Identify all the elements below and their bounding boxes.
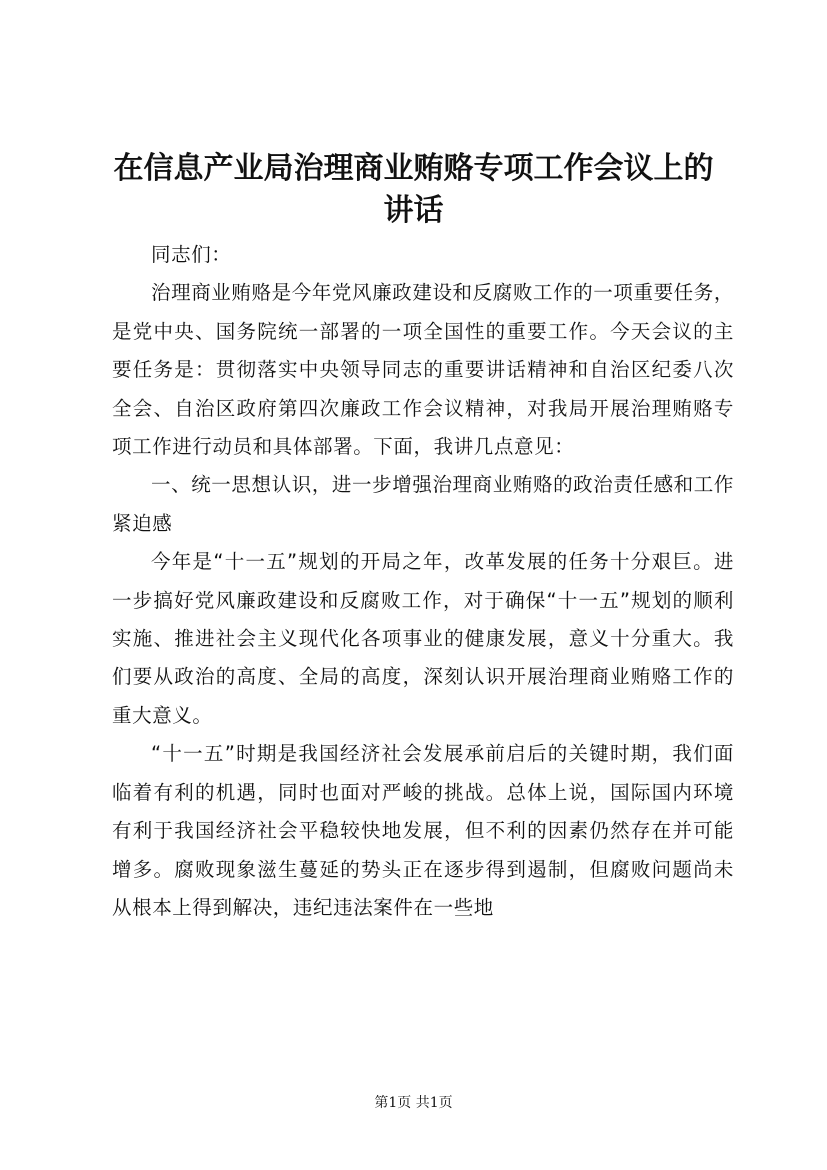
paragraph-key-period: “十一五”时期是我国经济社会发展承前启后的关键时期，我们面临着有利的机遇，同时也面对严峻的挑战。总体上说，国际国内环境有利于我国经济社会平稳较快地发展，但不利的因素仍然存在并可能增多。腐败现象滋生蔓延的势头正在逐步得到遏制，但腐败问题尚未从根本上得到解决，违纪违法案件在一些地 bbox=[112, 742, 734, 919]
document-title-line1: 在信息产业局治理商业贿赂专项工作会议上的 bbox=[113, 151, 714, 186]
document-title-line2: 讲话 bbox=[383, 193, 444, 228]
document-body bbox=[112, 236, 734, 927]
paragraph-intro: 治理商业贿赂是今年党风廉政建设和反腐败工作的一项重要任务，是党中央、国务院统一部署的一项全国性的重要工作。今天会议的主要任务是：贯彻落实中央领导同志的重要讲话精神和自治区纪委八次全会、自治区政府第四次廉政工作会议精神，对我局开展治理贿赂专项工作进行动员和具体部署。下面，我讲几点意见： bbox=[112, 281, 734, 459]
page-footer: 第1页 共1页 bbox=[374, 1095, 453, 1111]
section-heading-1: 一、统一思想认识，进一步增强治理商业贿赂的政治责任感和工作紧迫感 bbox=[112, 473, 734, 535]
salutation: 同志们： bbox=[151, 243, 232, 266]
paragraph-five-year-plan: 今年是“十一五”规划的开局之年，改革发展的任务十分艰巨。进一步搞好党风廉政建设和反腐败工作，对于确保“十一五”规划的顺利实施、推进社会主义现代化各项事业的健康发展，意义十分重大。我们要从政治的高度、全局的高度，深刻认识开展治理商业贿赂工作的重大意义。 bbox=[112, 550, 734, 727]
